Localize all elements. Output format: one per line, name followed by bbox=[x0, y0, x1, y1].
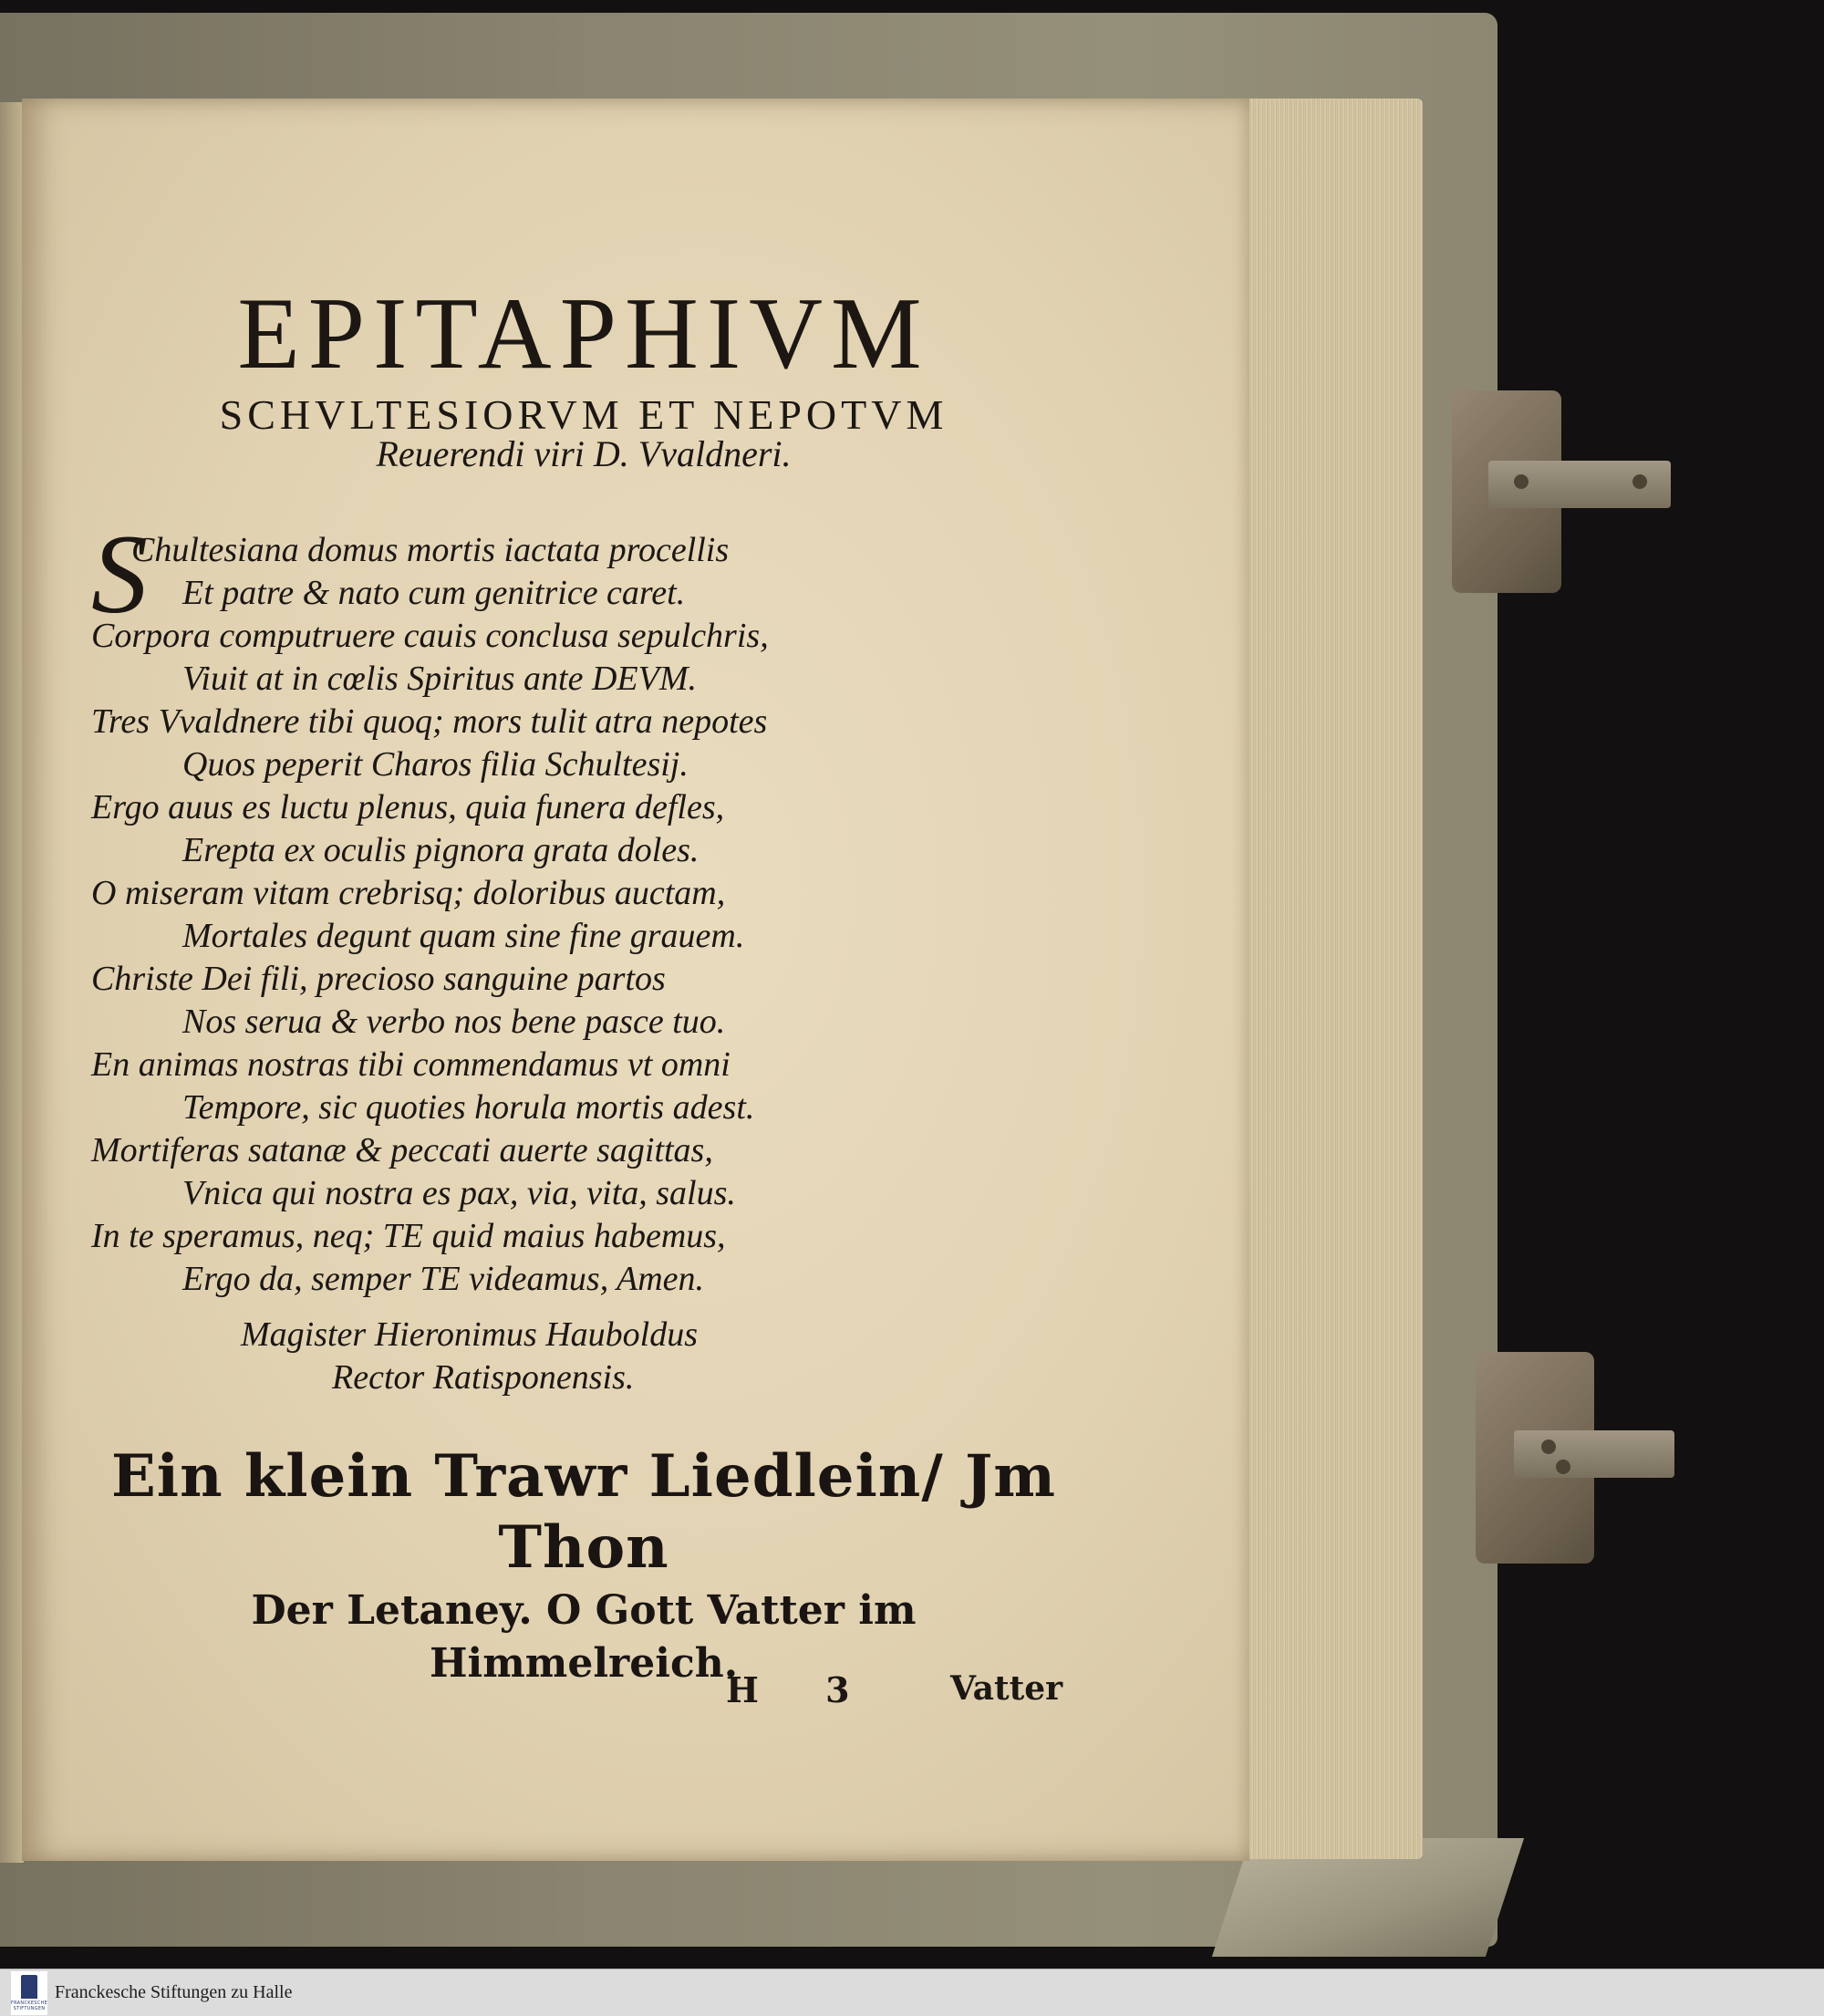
catchword: Vatter bbox=[950, 1669, 1063, 1708]
song-heading-line: Ein klein Trawr Liedlein/ Jm Thon bbox=[111, 1442, 1056, 1582]
poem-line: Mortiferas satanæ & peccati auerte sagittas, bbox=[91, 1131, 713, 1169]
poem-line: Tempore, sic quoties horula mortis adest. bbox=[182, 1088, 755, 1127]
lower-clasp-strap bbox=[1514, 1430, 1674, 1478]
logo-text: FRANCKESCHE STIFTUNGEN bbox=[10, 2000, 48, 2011]
poem-line: En animas nostras tibi commendamus vt omni bbox=[91, 1045, 731, 1084]
poem-line: Christe Dei fili, precioso sanguine partos bbox=[91, 960, 666, 998]
poem-line: O miseram vitam crebrisq; doloribus auctam, bbox=[91, 874, 726, 912]
institution-logo[interactable] bbox=[11, 1971, 47, 2015]
poem-line: In te speramus, neq; TE quid maius habemus, bbox=[91, 1217, 726, 1255]
upper-clasp-rivet bbox=[1632, 474, 1647, 489]
signature-mark: H 3 bbox=[726, 1669, 877, 1710]
poem-line: Et patre & nato cum genitrice caret. bbox=[182, 574, 686, 612]
poem-line: Ergo auus es luctu plenus, quia funera defles, bbox=[91, 788, 725, 826]
song-heading-line: Der Letaney. O Gott Vatter im bbox=[251, 1587, 917, 1634]
page-subtitle: SCHVLTESIORVM ET NEPOTVM bbox=[219, 391, 948, 438]
lower-clasp-rivet bbox=[1556, 1460, 1570, 1474]
author-signature bbox=[241, 1314, 970, 1399]
author-title: Rector Ratisponensis. bbox=[332, 1358, 635, 1397]
poem-line: Ergo da, semper TE videamus, Amen. bbox=[182, 1260, 705, 1298]
poem-line: Tres Vvaldnere tibi quoq; mors tulit atra nepotes bbox=[91, 702, 768, 741]
footer-bar bbox=[0, 1969, 1824, 2016]
poem-line: Erepta ex oculis pignora grata doles. bbox=[182, 831, 700, 869]
footer-credit: Franckesche Stiftungen zu Halle bbox=[55, 1982, 293, 2002]
poem bbox=[91, 512, 1076, 1301]
poem-line: Mortales degunt quam sine fine grauem. bbox=[182, 917, 745, 955]
poem-line: Vnica qui nostra es pax, via, vita, salus. bbox=[182, 1174, 736, 1212]
page-text bbox=[91, 277, 1076, 1742]
drop-cap: S bbox=[91, 512, 148, 637]
poem-line: Viuit at in cœlis Spiritus ante DEVM. bbox=[182, 660, 697, 698]
song-heading-line: Himmelreich. bbox=[429, 1640, 739, 1687]
poem-line: Corpora computruere cauis conclusa sepulchris, bbox=[91, 617, 769, 655]
building-icon bbox=[21, 1975, 37, 1999]
poem-line: Quos peperit Charos filia Schultesij. bbox=[182, 745, 689, 784]
page-title: EPITAPHIVM bbox=[237, 277, 930, 390]
left-page-edge bbox=[0, 102, 24, 1863]
poem-line: Nos serua & verbo nos bene pasce tuo. bbox=[182, 1003, 726, 1041]
upper-clasp-rivet bbox=[1514, 474, 1529, 489]
poem-line: Chultesiana domus mortis iactata procellis bbox=[131, 531, 730, 569]
author-name: Magister Hieronimus Hauboldus bbox=[241, 1315, 699, 1354]
song-heading bbox=[91, 1441, 1076, 1689]
dedication-line: Reuerendi viri D. Vvaldneri. bbox=[376, 433, 792, 474]
page-block-edges bbox=[1249, 99, 1423, 1859]
lower-clasp-rivet bbox=[1541, 1439, 1556, 1454]
